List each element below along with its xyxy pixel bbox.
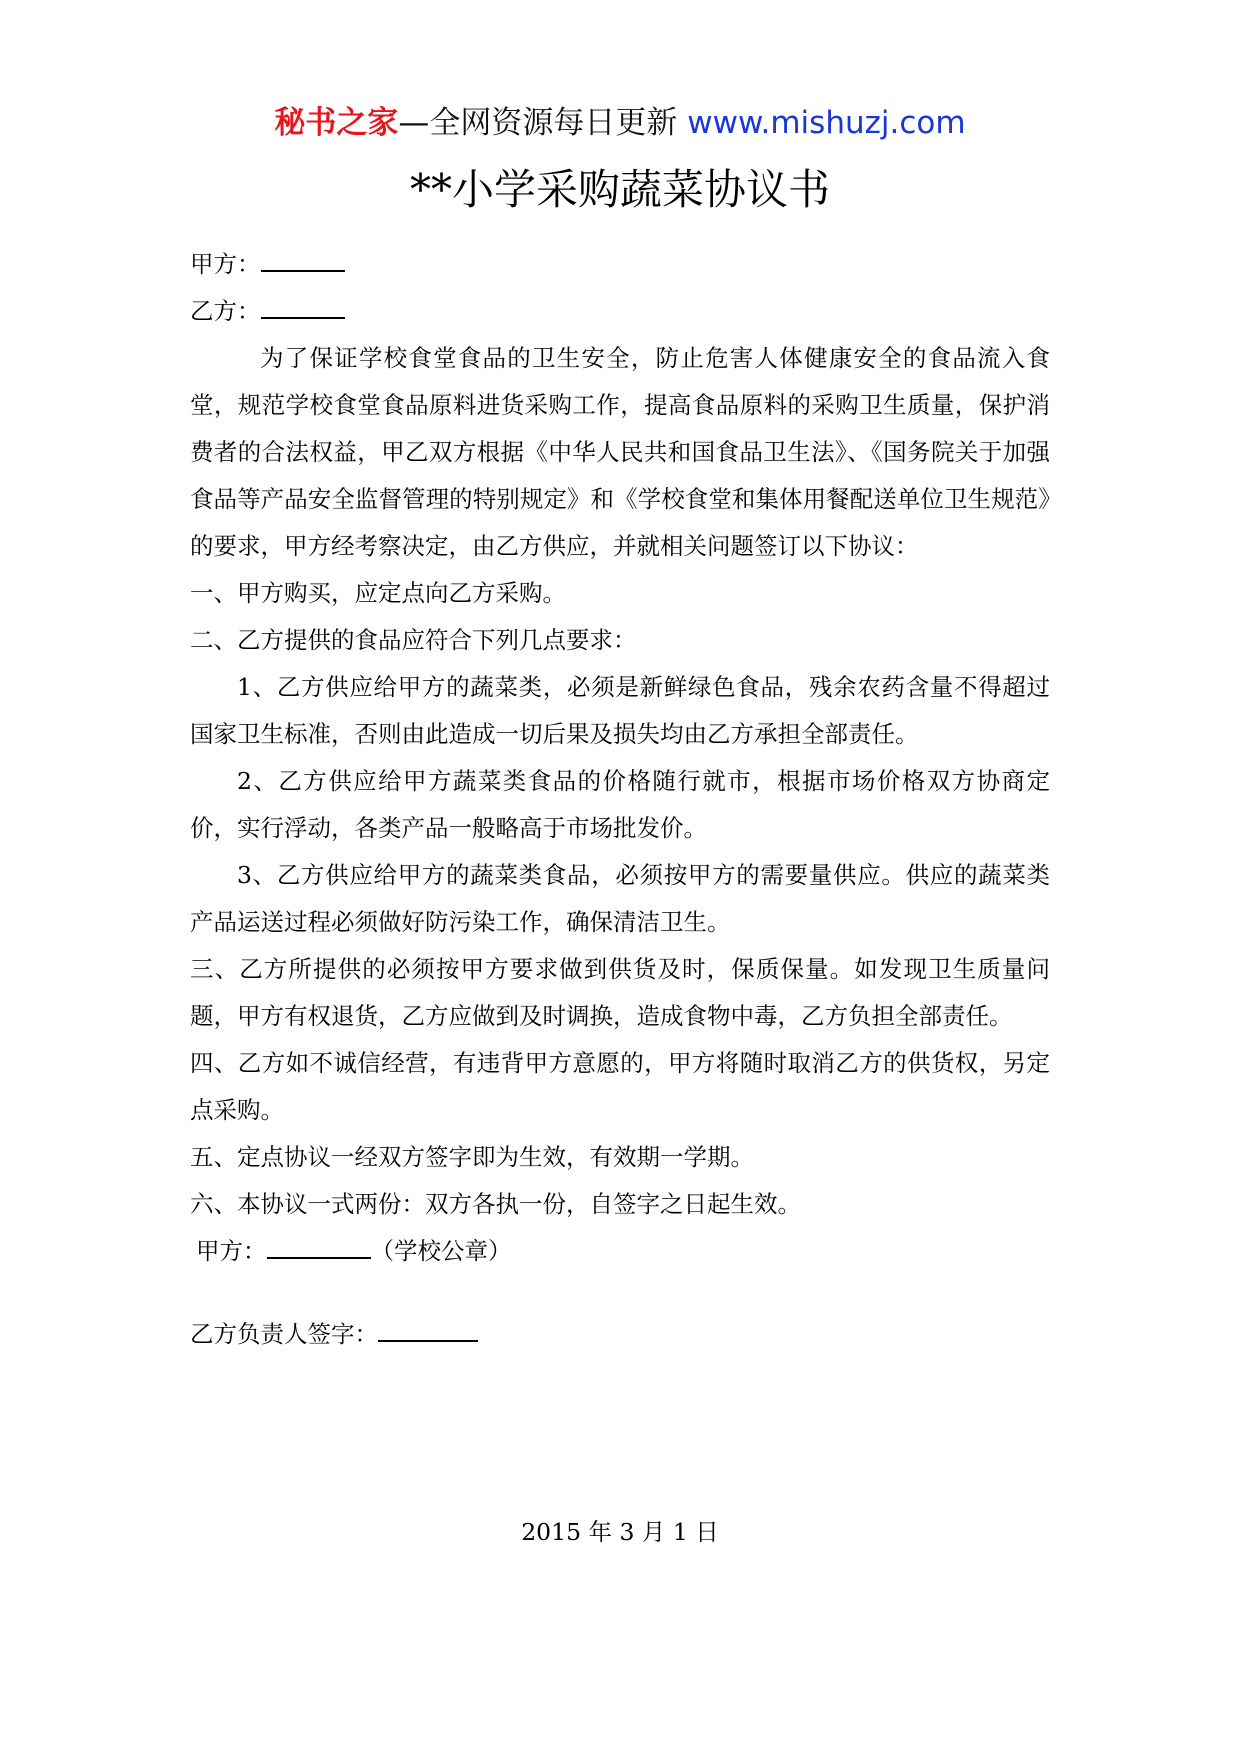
signature-spacer	[190, 1275, 1050, 1311]
clause-6: 六、本协议一式两份：双方各执一份，自签字之日起生效。	[190, 1190, 801, 1218]
party-a-signature-blank	[267, 1231, 371, 1259]
banner-brand: 秘书之家	[274, 105, 399, 141]
party-b-signature-line	[190, 1311, 1050, 1358]
banner-slogan: —全网资源每日更新	[398, 105, 678, 141]
signing-date: 2015 年 3 月 1 日	[521, 1518, 719, 1546]
party-a-blank	[261, 244, 345, 272]
clause-2-item-1: 1、乙方供应给甲方的蔬菜类，必须是新鲜绿色食品，残余农药含量不得超过国家卫生标准，否则由此造成一切后果及损失均由乙方承担全部责任。	[190, 673, 1050, 748]
clause-2-item-2: 2、乙方供应给甲方蔬菜类食品的价格随行就市，根据市场价格双方协商定价，实行浮动，各类产品一般略高于市场批发价。	[190, 767, 1050, 842]
site-banner	[0, 100, 1240, 146]
party-a-signature-line	[190, 1228, 1050, 1275]
clause-2: 二、乙方提供的食品应符合下列几点要求：	[190, 626, 637, 654]
document-title: **小学采购蔬菜协议书	[409, 165, 830, 214]
party-b-line	[190, 288, 1050, 335]
clause-5: 五、定点协议一经双方签字即为生效，有效期一学期。	[190, 1143, 754, 1171]
party-a-label: 甲方：	[190, 250, 261, 278]
clause-3: 三、乙方所提供的必须按甲方要求做到供货及时，保质保量。如发现卫生质量问题，甲方有权退货，乙方应做到及时调换，造成食物中毒，乙方负担全部责任。	[190, 955, 1050, 1030]
signature-party-b-label: 乙方负责人签字：	[190, 1320, 378, 1348]
signature-party-a-label: 甲方：	[196, 1237, 267, 1265]
clause-1: 一、甲方购买，应定点向乙方采购。	[190, 579, 566, 607]
clause-2-item-3: 3、乙方供应给甲方的蔬菜类食品，必须按甲方的需要量供应。供应的蔬菜类产品运送过程必须做好防污染工作，确保清洁卫生。	[190, 861, 1050, 936]
party-b-label: 乙方：	[190, 297, 261, 325]
school-seal-note: （学校公章）	[370, 1237, 512, 1265]
party-b-blank	[261, 291, 345, 319]
document-body	[190, 241, 1050, 1358]
clause-4: 四、乙方如不诚信经营，有违背甲方意愿的，甲方将随时取消乙方的供货权，另定点采购。	[190, 1049, 1050, 1124]
banner-url-link[interactable]: www.mishuzj.com	[687, 105, 966, 141]
intro-paragraph: 为了保证学校食堂食品的卫生安全，防止危害人体健康安全的食品流入食堂，规范学校食堂食品原料进货采购工作，提高食品原料的采购卫生质量，保护消费者的合法权益，甲乙双方根据《中华人民共和国食品卫生法》、《国务院关于加强食品等产品安全监督管理的特别规定》和《学校食堂和集体用餐配送单位卫生规范》的要求，甲方经考察决定，由乙方供应，并就相关问题签订以下协议：	[190, 344, 1050, 560]
party-a-line	[190, 241, 1050, 288]
party-b-signature-blank	[378, 1314, 478, 1342]
